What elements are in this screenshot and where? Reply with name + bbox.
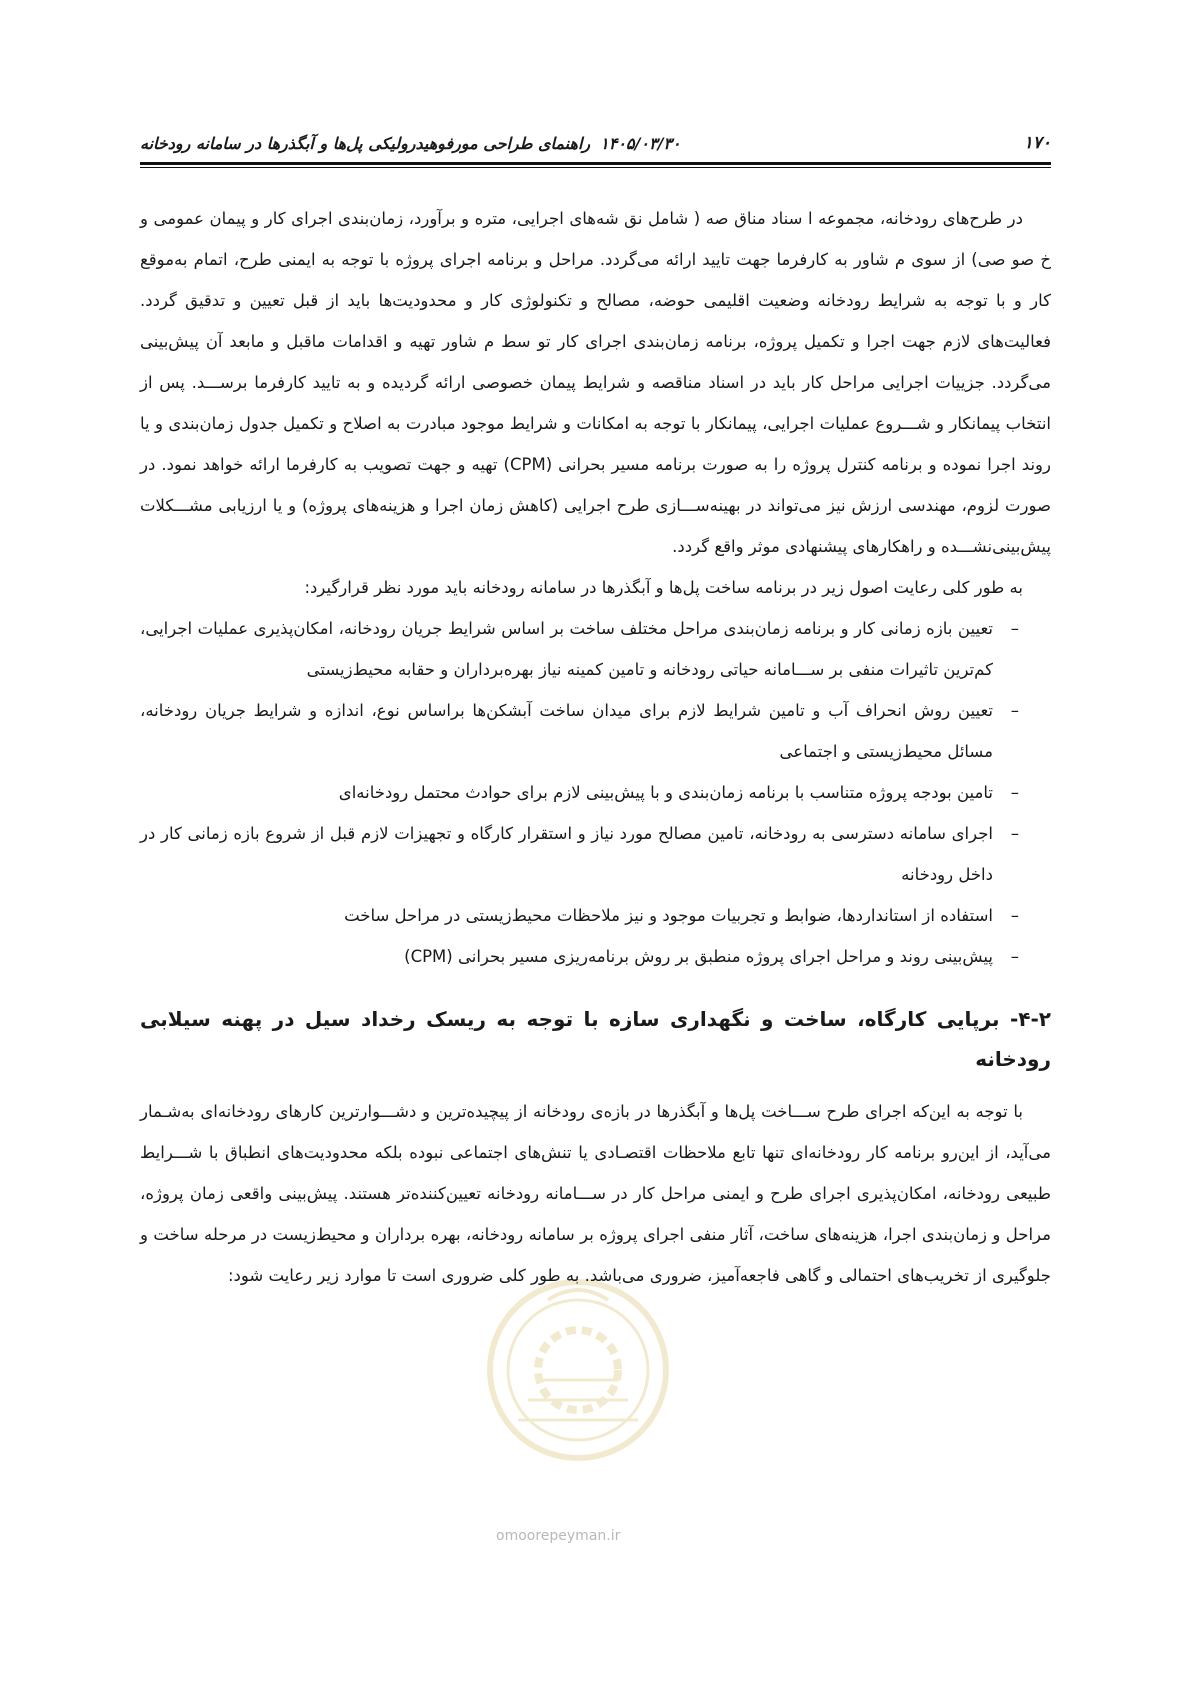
header-title-group [140, 134, 681, 153]
section-heading: ۴-۲- برپایی کارگاه، ساخت و نگهداری سازه با توجه به ریسک رخداد سیل در پهنه سیلابی رودخانه [140, 1007, 1051, 1071]
list-item: – تعیین بازه زمانی کار و برنامه زمان‌بندی مراحل مختلف ساخت بر اساس شرایط جریان رودخانه، امکان‌پذیری عملیات اجرایی، کم‌ترین تاثیرات منفی بر ســـامانه حیاتی رودخانه و تامین کمینه نیاز بهره‌برداران و حقابه محیط‌زیستی [140, 608, 1023, 690]
list-item: – تعیین روش انحراف آب و تامین شرایط لازم برای میدان ساخت آبشکن‌ها براساس نوع، اندازه و شرایط جریان رودخانه، مسائل محیط‌زیستی و اجتماعی [140, 690, 1023, 772]
paragraph-intro: در طرح‌های رودخانه، مجموعه ا سناد مناق صه ( شامل نق شه‌های اجرایی، متره و برآورد، زمان‌بندی اجرای کار و پیمان عمومی و خ صو صی) از سوی م شاور به کارفرما جهت تایید ارائه می‌گردد. مراحل و برنامه اجرای پروژه با توجه به ایمنی طرح، اتمام به‌موقع کار و با توجه به شرایط رودخانه وضعیت اقلیمی حوضه، مصالح و تکنولوژی کار و محدودیت‌ها باید از قبل تعیین و تدقیق گردد. فعالیت‌های لازم جهت اجرا و تکمیل پروژه، برنامه زمان‌بندی اجرای کار تو سط م شاور تهیه و اقدامات ماقبل و مابعد آن پیش‌بینی می‌گردد. جزییات اجرایی مراحل کار باید در اسناد مناقصه و شرایط پیمان خصوصی ارائه گردیده و به تایید کارفرما برســـد. پس از انتخاب پیمانکار و شـــروع عملیات اجرایی، پیمانکار با توجه به امکانات و شرایط موجود مبادرت به اصلاح و تکمیل جدول زمان‌بندی و یا روند اجرا نموده و برنامه کنترل پروژه را به صورت برنامه مسیر بحرانی (CPM) تهیه و جهت تصویب به کارفرما ارائه خواهد نمود. در صورت لزوم، مهندسی ارزش نیز می‌تواند در بهینه‌ســـازی طرح اجرایی (کاهش زمان اجرا و هزینه‌های پروژه) و یا ارزیابی مشـــکلات پیش‌بینی‌نشـــده و راهکارهای پیشنهادی موثر واقع گردد. [140, 209, 1051, 556]
list-item: – استفاده از استانداردها، ضوابط و تجربیات موجود و نیز ملاحظات محیط‌زیستی در مراحل ساخت [140, 895, 1023, 936]
watermark-logo-icon [478, 1270, 678, 1480]
paragraph-principles: به طور کلی رعایت اصول زیر در برنامه ساخت پل‌ها و آبگذرها در سامانه رودخانه باید مورد نظر قرارگیرد: [304, 578, 1023, 597]
page-header [140, 124, 1051, 162]
list-item: – پیش‌بینی روند و مراحل اجرای پروژه منطبق بر روش برنامه‌ریزی مسیر بحرانی (CPM) [140, 936, 1023, 977]
principles-list [140, 608, 1051, 977]
list-item: – اجرای سامانه دسترسی به رودخانه، تامین مصالح مورد نیاز و استقرار کارگاه و تجهیزات لازم قبل از شروع بازه زمانی کار در داخل رودخانه [140, 813, 1023, 895]
list-item: – تامین بودجه پروژه متناسب با برنامه زمان‌بندی و با پیش‌بینی لازم برای حوادث محتمل رودخانه‌ای [140, 772, 1023, 813]
watermark-text: omoorepeyman.ir [496, 1528, 621, 1544]
header-date: ۱۴۰۵/۰۳/۳۰ [600, 133, 681, 153]
page-number: ۱۷۰ [1023, 133, 1051, 153]
header-title: راهنمای طراحی مورفوهیدرولیکی پل‌ها و آبگذرها در سامانه رودخانه [140, 133, 591, 153]
paragraph-section: با توجه به این‌که اجرای طرح ســـاخت پل‌ها و آبگذرها در بازه‌ی رودخانه از پیچیده‌ترین و دشـــوارترین کارهای رودخانه‌ای به‌شـمار می‌آید، از این‌رو برنامه کار رودخانه‌ای تنها تابع ملاحظات اقتصـادی یا تنش‌های اجتماعی نبوده بلکه محدودیت‌های انطباق با شـــرایط طبیعی رودخانه، امکان‌پذیری اجرای طرح و ایمنی مراحل کار در ســـامانه رودخانه تعیین‌کننده‌تر هستند. پیش‌بینی واقعی زمان پروژه، مراحل و زمان‌بندی اجرا، هزینه‌های ساخت، آثار منفی اجرای پروژه بر سامانه رودخانه، بهره برداران و محیط‌زیست در مرحله ساخت و جلوگیری از تخریب‌های احتمالی و گاهی فاجعه‌آمیز، ضروری می‌باشد. به طور کلی ضروری است تا موارد زیر رعایت شود: [140, 1102, 1051, 1285]
header-rule [140, 162, 1051, 168]
page-content [140, 198, 1051, 1296]
